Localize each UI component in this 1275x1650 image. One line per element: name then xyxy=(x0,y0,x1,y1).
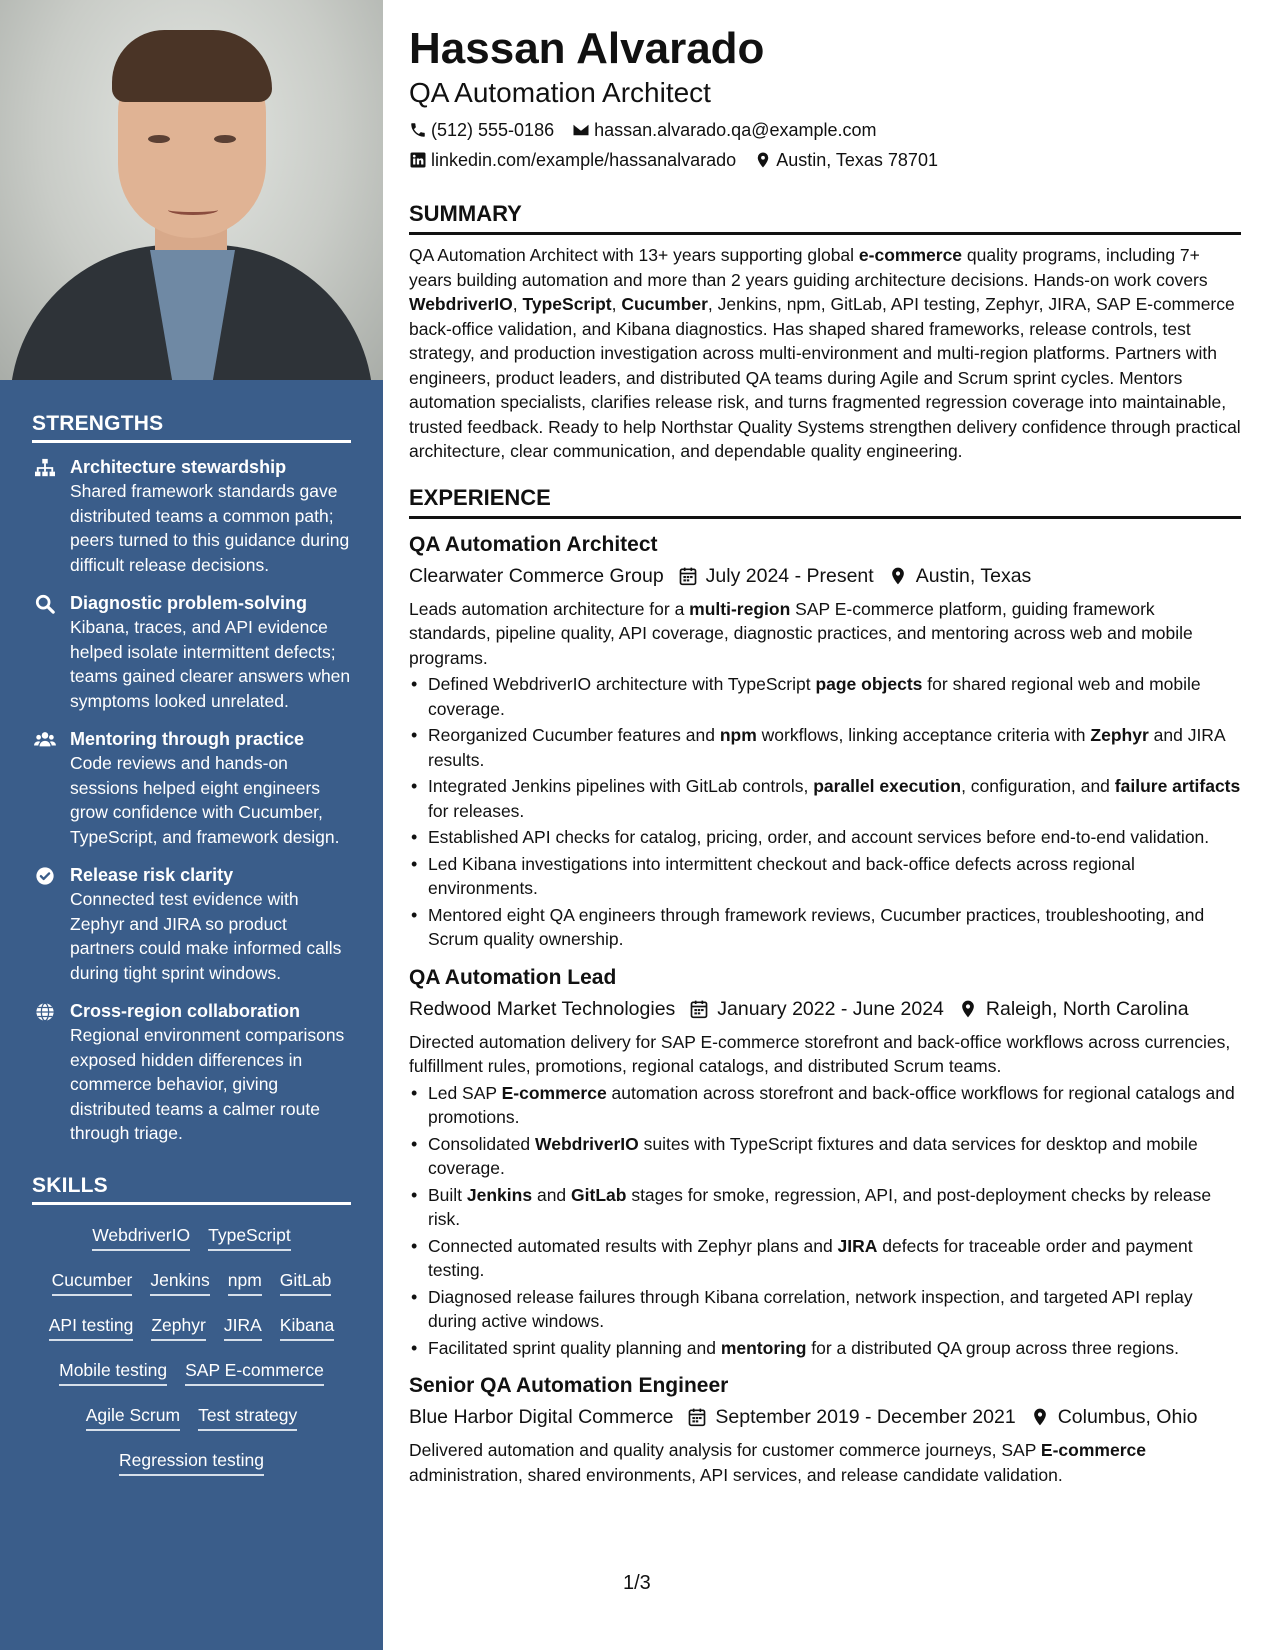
strengths-heading: STRENGTHS xyxy=(32,380,351,443)
email-text[interactable]: hassan.alvarado.qa@example.com xyxy=(594,120,877,140)
experience-list xyxy=(409,531,1241,1488)
skill-tag: GitLab xyxy=(280,1269,332,1296)
strength-description: Shared framework standards gave distributed teams a common path; peers turned to this guidance during difficult release decisions. xyxy=(70,481,350,575)
job-location xyxy=(888,563,1032,589)
email-contact[interactable] xyxy=(572,118,876,142)
candidate-role: QA Automation Architect xyxy=(409,77,711,108)
calendar-icon xyxy=(689,999,717,1019)
bold-keyword: TypeScript xyxy=(522,294,612,314)
skill-tag: Jenkins xyxy=(150,1269,209,1296)
job-location-text: Columbus, Ohio xyxy=(1057,1406,1198,1428)
list-item: • Built Jenkins and GitLab stages for smoke, regression, API, and post-deployment checks by release risk. xyxy=(409,1183,1241,1232)
strength-title: Cross-region collaboration xyxy=(70,1001,301,1021)
linkedin-icon xyxy=(409,151,427,169)
bold-keyword: multi-region xyxy=(689,598,791,619)
skills-row xyxy=(36,1350,347,1395)
bold-keyword: WebdriverIO xyxy=(409,294,513,314)
job-title: QA Automation Architect xyxy=(409,532,658,556)
job-location-text: Raleigh, North Carolina xyxy=(985,997,1189,1020)
skill-tag: Cucumber xyxy=(52,1269,133,1296)
job-title: QA Automation Lead xyxy=(409,965,617,989)
skill-tag: Test strategy xyxy=(198,1404,297,1431)
strength-item xyxy=(32,455,351,577)
skills-row xyxy=(36,1260,347,1305)
contact-row-1 xyxy=(409,118,1241,142)
bold-keyword: WebdriverIO xyxy=(535,1133,639,1154)
calendar-icon xyxy=(678,566,706,586)
map-pin-icon xyxy=(958,999,986,1019)
list-item: • Mentored eight QA engineers through framework reviews, Cucumber practices, troubleshooting, and Scrum quality ownership. xyxy=(409,903,1241,952)
list-item: • Facilitated sprint quality planning and mentoring for a distributed QA group across three regions. xyxy=(409,1336,1241,1361)
job-dates xyxy=(687,1404,1015,1430)
skill-tag: Mobile testing xyxy=(59,1359,167,1386)
list-item: • Established API checks for catalog, pricing, order, and account services before end-to-end validation. xyxy=(409,825,1241,850)
job-entry xyxy=(409,531,1241,952)
bold-keyword: E-commerce xyxy=(501,1082,607,1103)
job-entry xyxy=(409,1372,1241,1487)
job-dates-text: September 2019 - December 2021 xyxy=(715,1406,1016,1428)
job-location xyxy=(958,996,1189,1022)
map-pin-icon xyxy=(754,151,772,169)
bold-keyword: mentoring xyxy=(720,1337,807,1358)
job-company: Clearwater Commerce Group xyxy=(409,564,664,587)
bold-keyword: npm xyxy=(719,725,757,745)
bold-keyword: failure artifacts xyxy=(1114,776,1241,796)
linkedin-contact[interactable] xyxy=(409,148,736,172)
bold-keyword: e-commerce xyxy=(858,245,963,265)
candidate-name: Hassan Alvarado xyxy=(409,24,765,73)
location-text: Austin, Texas 78701 xyxy=(776,150,938,170)
bold-keyword: parallel execution xyxy=(813,776,962,796)
map-pin-icon xyxy=(1030,1407,1058,1427)
skill-tag: npm xyxy=(228,1269,262,1296)
skill-tag: WebdriverIO xyxy=(92,1224,190,1251)
skills-heading: SKILLS xyxy=(32,1160,351,1205)
job-description: Delivered automation and quality analysis for customer commerce journeys, SAP E-commerce administration, shared environments, API services, and release candidate validation. xyxy=(409,1440,1146,1485)
users-icon xyxy=(32,727,70,849)
list-item: • Diagnosed release failures through Kibana correlation, network inspection, and targeted API replay during active windows. xyxy=(409,1285,1241,1334)
list-item: • Led SAP E-commerce automation across storefront and back-office workflows for regional catalogs and promotions. xyxy=(409,1081,1241,1130)
job-bullets xyxy=(409,672,1241,952)
job-location-text: Austin, Texas xyxy=(915,564,1032,587)
job-description: Directed automation delivery for SAP E-commerce storefront and back-office workflows across currencies, fulfillment rules, promotions, regional catalogs, and distributed Scrum teams. xyxy=(409,1031,1231,1076)
job-meta xyxy=(409,1404,1241,1430)
phone-icon xyxy=(409,121,427,139)
list-item: • Reorganized Cucumber features and npm workflows, linking acceptance criteria with Zephyr and JIRA results. xyxy=(409,723,1241,772)
envelope-icon xyxy=(572,121,590,139)
job-company: Blue Harbor Digital Commerce xyxy=(409,1406,674,1428)
strength-body xyxy=(70,455,351,577)
list-item: • Integrated Jenkins pipelines with GitLab controls, parallel execution, configuration, and failure artifacts for releases. xyxy=(409,774,1241,823)
bold-keyword: GitLab xyxy=(571,1184,627,1205)
profile-photo xyxy=(0,0,383,380)
list-item: • Defined WebdriverIO architecture with TypeScript page objects for shared regional web and mobile coverage. xyxy=(409,672,1241,721)
skill-tag: SAP E-commerce xyxy=(185,1359,324,1386)
strength-item xyxy=(32,999,351,1146)
job-location xyxy=(1030,1404,1198,1430)
bold-keyword: E-commerce xyxy=(1040,1440,1146,1460)
linkedin-text[interactable]: linkedin.com/example/hassanalvarado xyxy=(431,150,737,170)
job-dates-text: July 2024 - Present xyxy=(705,564,874,587)
experience-heading: EXPERIENCE xyxy=(409,484,1241,519)
strength-body xyxy=(70,591,351,713)
job-dates xyxy=(678,563,874,589)
skills-row xyxy=(36,1395,347,1440)
skills-row xyxy=(36,1440,347,1485)
strength-title: Release risk clarity xyxy=(70,865,234,885)
phone-text: (512) 555-0186 xyxy=(431,120,555,140)
job-title: Senior QA Automation Engineer xyxy=(409,1374,729,1397)
map-pin-icon xyxy=(888,566,916,586)
sidebar xyxy=(0,0,383,1650)
job-meta xyxy=(409,996,1241,1022)
job-dates-text: January 2022 - June 2024 xyxy=(717,997,944,1020)
search-icon xyxy=(32,591,70,713)
bold-keyword: JIRA xyxy=(837,1235,878,1256)
strength-body xyxy=(70,999,351,1146)
summary-heading: SUMMARY xyxy=(409,200,1241,235)
skill-tag: Kibana xyxy=(280,1314,335,1341)
calendar-icon xyxy=(687,1407,715,1427)
strength-description: Regional environment comparisons exposed hidden differences in commerce behavior, giving distributed teams a calmer route through triage. xyxy=(70,1025,345,1143)
list-item: • Connected automated results with Zephyr plans and JIRA defects for traceable order and payment testing. xyxy=(409,1234,1241,1283)
strength-description: Code reviews and hands-on sessions helped eight engineers grow confidence with Cucumber, TypeScript, and framework design. xyxy=(70,753,340,847)
strength-description: Connected test evidence with Zephyr and JIRA so product partners could make informed calls during tight sprint windows. xyxy=(70,889,342,983)
strength-title: Diagnostic problem-solving xyxy=(70,593,308,613)
sitemap-icon xyxy=(32,455,70,577)
job-bullets xyxy=(409,1081,1241,1361)
skills-row xyxy=(36,1215,347,1260)
skill-tag: Regression testing xyxy=(119,1449,264,1476)
strength-item xyxy=(32,591,351,713)
location-contact xyxy=(754,148,938,172)
skills-row xyxy=(36,1305,347,1350)
bold-keyword: Jenkins xyxy=(466,1184,533,1205)
list-item: • Consolidated WebdriverIO suites with TypeScript fixtures and data services for desktop and mobile coverage. xyxy=(409,1132,1241,1181)
job-dates xyxy=(689,996,944,1022)
strength-item xyxy=(32,863,351,985)
skill-tag: API testing xyxy=(49,1314,134,1341)
contact-row-2 xyxy=(409,148,1241,172)
phone-contact xyxy=(409,118,554,142)
globe-icon xyxy=(32,999,70,1146)
bold-keyword: Zephyr xyxy=(1090,725,1149,745)
main-content xyxy=(409,0,1241,1487)
strength-body xyxy=(70,727,351,849)
skill-tag: Zephyr xyxy=(151,1314,205,1341)
skill-tag: Agile Scrum xyxy=(86,1404,180,1431)
strength-description: Kibana, traces, and API evidence helped isolate intermittent defects; teams gained clearer answers when symptoms looked unrelated. xyxy=(70,617,351,711)
strengths-list xyxy=(32,455,351,1146)
skill-tag: TypeScript xyxy=(208,1224,291,1251)
job-entry xyxy=(409,964,1241,1361)
strength-title: Mentoring through practice xyxy=(70,729,304,749)
strength-body xyxy=(70,863,351,985)
strength-title: Architecture stewardship xyxy=(70,457,287,477)
job-meta xyxy=(409,563,1241,589)
list-item: • Led Kibana investigations into intermittent checkout and back-office defects across regional environments. xyxy=(409,852,1241,901)
job-description: Leads automation architecture for a multi-region SAP E-commerce platform, guiding framework standards, pipeline quality, API coverage, diagnostic practices, and mentoring across web and mobile programs. xyxy=(409,598,1193,668)
skill-tag: JIRA xyxy=(224,1314,262,1341)
strength-item xyxy=(32,727,351,849)
page-number: 1/3 xyxy=(623,1572,651,1594)
bold-keyword: page objects xyxy=(815,674,923,694)
job-company: Redwood Market Technologies xyxy=(409,997,676,1020)
summary-text: QA Automation Architect with 13+ years supporting global e-commerce quality programs, including 7+ years building automation and more than 2 years guiding architecture decisions. Hands-on work covers WebdriverIO, TypeScript, Cucumber, Jenkins, npm, GitLab, API testing, Zephyr, JIRA, SAP E-commerce back-office validation, and Kibana diagnostics. Has shaped shared frameworks, release controls, test strategy, and production investigation across multi-environment and multi-region platforms. Partners with engineers, product leaders, and distributed QA teams during Agile and Scrum sprint cycles. Mentors automation specialists, clarifies release risk, and turns fragmented regression coverage into maintainable, trusted feedback. Ready to help Northstar Quality Systems strengthen delivery confidence through practical architecture, clear communication, and dependable quality engineering. xyxy=(409,245,1241,461)
skills-list xyxy=(32,1215,351,1485)
bold-keyword: Cucumber xyxy=(621,294,708,314)
check-circle-icon xyxy=(32,863,70,985)
